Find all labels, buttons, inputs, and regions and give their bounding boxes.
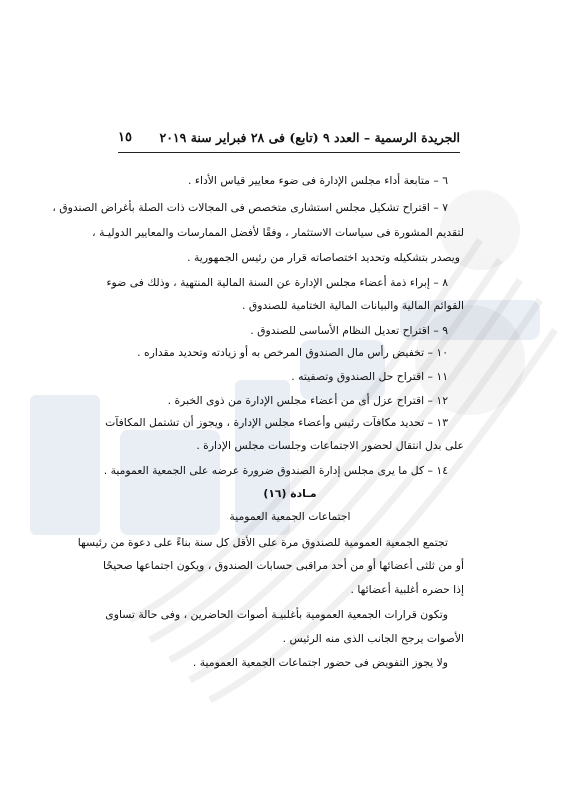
text-line: أو من ثلثى أعضائها أو من أحد مراقبى حسابات الصندوق ، ويكون اجتماعها صحيحًا [103, 559, 464, 572]
header-divider [118, 152, 460, 153]
text-line: الأصوات يرجح الجانب الذى منه الرئيس . [282, 632, 464, 645]
text-line: إذا حضره أغلبية أعضائها . [350, 583, 464, 596]
text-line: ويصدر بتشكيله وتحديد اختصاصاته قرار من رئيس الجمهورية . [187, 251, 460, 264]
newspaper-issue-title: الجريدة الرسمية – العدد ٩ (تابع) فى ٢٨ فبراير سنة ٢٠١٩ [159, 129, 460, 145]
text-line: ١٢ – اقتراح عزل أى من أعضاء مجلس الإدارة من ذوى الخبرة . [167, 394, 448, 407]
text-line: ٨ – إبراء ذمة أعضاء مجلس الإدارة عن السنة المالية المنتهية ، وذلك فى ضوء [106, 276, 448, 289]
text-line: ولا يجوز التفويض فى حضور اجتماعات الجمعية العمومية . [192, 656, 448, 669]
text-line: تجتمع الجمعية العمومية للصندوق مرة على الأقل كل سنة بناءً على دعوة من رئيسها [77, 536, 448, 549]
text-line: القوائم المالية والبيانات المالية الختامية للصندوق . [241, 299, 464, 312]
text-line: لتقديم المشورة فى سياسات الاستثمار ، وفقًا لأفضل الممارسات والمعايير الدوليـة ، [92, 226, 464, 239]
text-line: ٧ – اقتراح تشكيل مجلس استشارى متخصص فى المجالات ذات الصلة بأغراض الصندوق ، [52, 201, 448, 214]
text-line: ٦ – متابعة أداء مجلس الإدارة فى ضوء معايير قياس الأداء . [188, 174, 448, 187]
text-line: ٩ – اقتراح تعديل النظام الأساسى للصندوق . [250, 324, 448, 337]
page-header [118, 126, 460, 148]
text-line: ١٤ – كل ما يرى مجلس إدارة الصندوق ضرورة عرضه على الجمعية العمومية . [103, 464, 448, 477]
article-title: مـادة (١٦) [263, 487, 317, 500]
text-line: ١١ – اقتراح حل الصندوق وتصفيته . [291, 370, 448, 383]
article-subtitle: اجتماعات الجمعية العمومية [229, 510, 351, 523]
text-line: ١٣ – تحديد مكافآت رئيس وأعضاء مجلس الإدارة ، ويجوز أن تشتمل المكافآت [105, 416, 448, 429]
page-number: ١٥ [118, 129, 132, 145]
text-line: على بدل انتقال لحضور الاجتماعات وجلسات مجلس الإدارة . [196, 439, 464, 452]
text-line: وتكون قرارات الجمعية العمومية بأغلبيـة أصوات الحاضرين ، وفى حالة تساوى [105, 608, 448, 621]
text-line: ١٠ – تخفيض رأس مال الصندوق المرخص به أو زيادته وتحديد مقداره . [137, 346, 448, 359]
